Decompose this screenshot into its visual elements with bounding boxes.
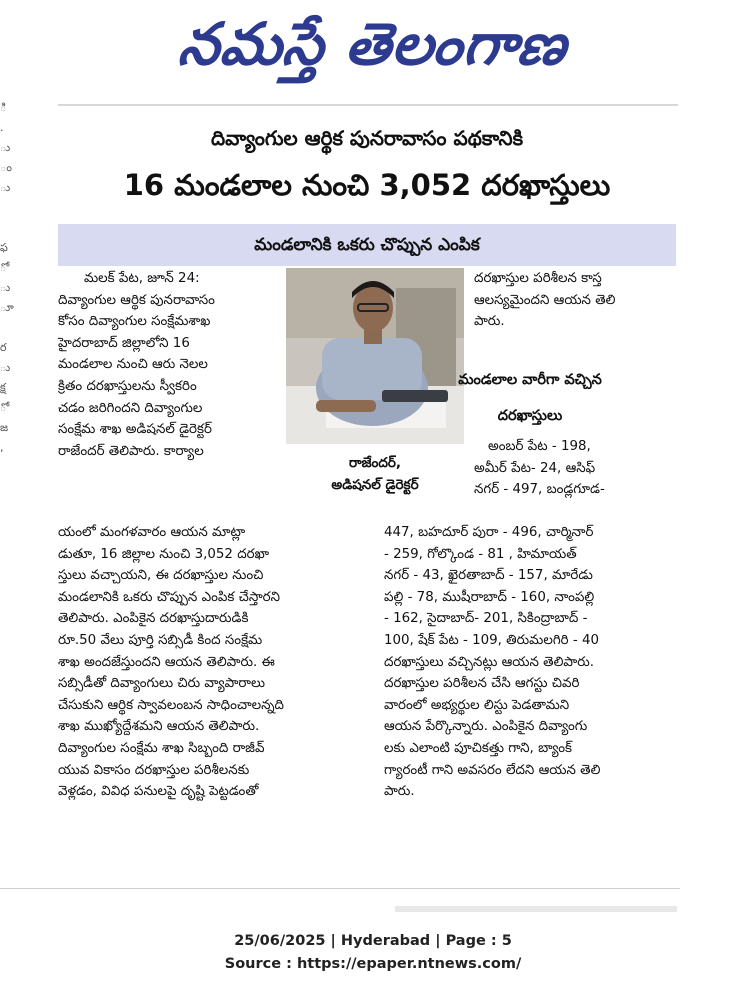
article-column-1 <box>58 268 278 462</box>
edge-glyph: ు <box>0 361 11 374</box>
dateline: మలక్ పేట, జూన్ 24: <box>84 271 200 286</box>
text-line: అమీర్ పేట- 24, ఆసిఫ్ <box>474 460 596 476</box>
mandal-subhead-1: మండలాల వారీగా వచ్చిన <box>458 372 602 388</box>
edge-glyph <box>0 198 14 218</box>
mandal-subhead-2: దరఖాస్తులు <box>497 408 563 424</box>
text-line: డుతూ, 16 జిల్లాల నుంచి 3,052 దరఖా <box>58 546 270 562</box>
text-line: 447, బహదూర్ పురా - 496, చార్మినార్ <box>384 525 594 540</box>
text-line: నగర్ - 497, బండ్లగూడ- <box>474 482 605 498</box>
text-line: ఆయన పేర్కొన్నారు. ఎంపికైన దివ్యాంగు <box>384 719 588 735</box>
edge-glyph: ు <box>0 141 11 154</box>
text-line: పారు. <box>474 314 505 330</box>
text-line: లకు ఎలాంటి పూచికత్తు గాని, బ్యాంక్ <box>384 740 573 756</box>
text-line: పల్లి - 78, ముషీరాబాద్ - 160, నాంపల్లి <box>384 589 595 605</box>
edge-glyph: ు <box>0 281 11 294</box>
text-line: చేసుకుని ఆర్థిక స్వావలంబన సాధించాలన్నది <box>58 697 284 713</box>
text-line: శాఖ ముఖ్యోద్దేశమని ఆయన తెలిపారు. <box>58 719 260 735</box>
text-line: శాఖ అందజేస్తుందని ఆయన తెలిపారు. ఈ <box>58 654 275 670</box>
text-line: మండలాల నుంచి ఆరు నెలల <box>58 357 208 373</box>
text-line: పారు. <box>384 784 415 800</box>
text-line: రూ.50 వేలు పూర్తి సబ్సిడీ కింద సంక్షేమ <box>58 632 263 648</box>
top-rule <box>58 104 678 106</box>
text-line: వారంలో అభ్యర్థుల లిస్టు పెడతామని <box>384 697 570 713</box>
article-column-3-wide <box>384 522 676 803</box>
edge-glyph: ో <box>0 401 7 414</box>
text-line: యంలో మంగళవారం ఆయన మాట్లా <box>58 525 246 540</box>
headline-main: 16 మండలాల నుంచి 3,052 దరఖాస్తులు <box>123 168 611 202</box>
subheadline: మండలానికి ఒకరు చొప్పున ఎంపిక <box>254 235 480 255</box>
edge-glyph: . <box>0 121 4 134</box>
text-line: యువ వికాసం దరఖాస్తుల పరిశీలనకు <box>58 762 250 778</box>
edge-glyph: ర <box>0 341 7 354</box>
text-line: దివ్యాంగుల సంక్షేమ శాఖ సిబ్బంది రాజీవ్ <box>58 740 265 756</box>
text-line: కోసం దివ్యాంగుల సంక్షేమశాఖ <box>58 314 211 330</box>
text-line: అంబర్ పేట - 198, <box>488 439 591 454</box>
text-line: దివ్యాంగుల ఆర్థిక పునరావాసం <box>58 292 215 308</box>
edge-glyph: ం <box>0 161 12 174</box>
edge-glyph: ు <box>0 181 11 194</box>
caption-title: అడిషనల్ డైరెక్టర్ <box>331 477 419 493</box>
masthead: నమస్తే తెలంగాణ <box>175 10 571 78</box>
text-line: హైదరాబాద్ జిల్లాలోని 16 <box>58 335 190 351</box>
text-line: రాజేందర్ తెలిపారు. కార్యాల <box>58 443 204 459</box>
text-line: మండలానికి ఒకరు చొప్పున ఎంపిక చేస్తారని <box>58 589 280 605</box>
text-line: వెళ్లడం, వివిధ పనులపై దృష్టి పెట్టడంతో <box>58 784 259 800</box>
text-line: తెలిపారు. ఎంపికైన దరఖాస్తుదారుడికి <box>58 611 249 627</box>
text-line: గ్యారంటీ గాని అవసరం లేదని ఆయన తెలి <box>384 762 601 778</box>
edge-glyph: క్ష <box>0 381 6 394</box>
edge-glyph: ి <box>0 101 7 114</box>
next-article-strip <box>395 906 677 912</box>
text-line: దరఖాస్తులు వచ్చినట్లు ఆయన తెలిపారు. <box>384 654 595 670</box>
text-line: 100, షేక్ పేట - 109, తిరుమలగిరి - 40 <box>384 632 599 648</box>
edge-glyph: జ <box>0 421 9 434</box>
bottom-rule <box>0 888 680 889</box>
text-line: - 259, గోల్కొండ - 81 , హిమాయత్ <box>384 546 577 562</box>
text-line: స్తులు వచ్చాయని, ఈ దరఖాస్తుల నుంచి <box>58 568 264 584</box>
text-line: ఆలస్యమైందని ఆయన తెలి <box>474 292 616 308</box>
article-column-3-top <box>474 268 676 333</box>
text-line: సబ్సిడీతో దివ్యాంగులు చిరు వ్యాపారాలు <box>58 676 266 692</box>
edge-glyph: ో <box>0 261 7 274</box>
photo-caption <box>290 452 460 496</box>
footer-source: Source : https://epaper.ntnews.com/ <box>224 956 522 972</box>
adjacent-article-edge <box>0 98 14 888</box>
edge-glyph: , <box>0 441 4 454</box>
text-line: సంక్షేమ శాఖ అడిషనల్ డైరెక్టర్ <box>58 422 212 438</box>
text-line: దరఖాస్తుల పరిశీలన చేసి ఆగస్టు చివరి <box>384 676 580 692</box>
text-line: క్రితం దరఖాస్తులను స్వీకరిం <box>58 378 197 394</box>
edge-glyph <box>0 318 14 338</box>
edge-glyph: ఫ <box>0 241 8 254</box>
caption-name: రాజేందర్, <box>348 455 402 471</box>
headline-top: దివ్యాంగుల ఆర్థిక పునరావాసం పథకానికి <box>210 126 524 150</box>
text-line: నగర్ - 43, ఖైరతాబాద్ - 157, మారేడు <box>384 568 593 584</box>
text-line: దరఖాస్తుల పరిశీలన కాస్త <box>474 271 602 286</box>
footer-date-page: 25/06/2025 | Hyderabad | Page : 5 <box>234 933 512 949</box>
text-line: - 162, సైదాబాద్- 201, సికింద్రాబాద్ - <box>384 611 588 627</box>
article-column-1-lower <box>58 522 364 803</box>
article-column-3-mid <box>474 436 676 501</box>
text-line: చడం జరిగిందని దివ్యాంగుల <box>58 400 203 416</box>
edge-glyph: ూ <box>0 301 14 314</box>
edge-glyph <box>0 218 14 238</box>
